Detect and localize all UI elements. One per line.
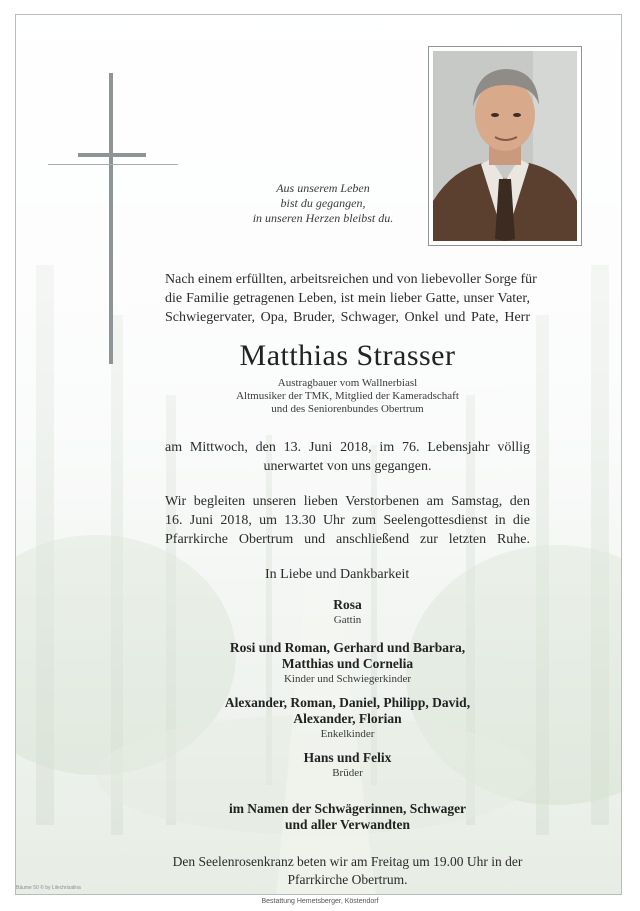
detail-line: Altmusiker der TMK, Mitglied der Kameradschaft [236, 390, 459, 402]
funeral-home-footer: Bestattung Hemetsberger, Köstendorf [261, 898, 379, 905]
mourner-group-grandchildren [170, 695, 525, 741]
mourner-names: Matthias und Cornelia [281, 656, 414, 671]
quote-line: Aus unserem Leben [276, 181, 370, 195]
death-line: unerwartet von uns gegangen. [263, 459, 432, 474]
mourner-role: Kinder und Schwiegerkinder [283, 673, 412, 685]
intro-line: Schwiegervater, Opa, Bruder, Schwager, Onkel und Pate, Herr [165, 310, 530, 325]
mourner-names: und aller Verwandten [284, 817, 411, 832]
deceased-name: Matthias Strasser [239, 339, 456, 372]
intro-line: Nach einem erfüllten, arbeitsreichen und von liebevoller Sorge für [165, 272, 537, 287]
funeral-paragraph [165, 492, 530, 549]
cross-horizontal-line [48, 164, 178, 165]
rosary-line: Den Seelenrosenkranz beten wir am Freitag um 19.00 Uhr in der [172, 854, 523, 869]
mourner-names: Hans und Felix [303, 750, 392, 765]
death-paragraph [165, 438, 530, 476]
mourners-heading: In Liebe und Dankbarkeit [265, 567, 410, 582]
intro-line: die Familie getragenen Leben, ist mein lieber Gatte, unser Vater, [165, 291, 530, 306]
funeral-line: Pfarrkirche Obertrum und anschließend zur letzten Ruhe. [165, 532, 530, 547]
deceased-details [200, 377, 495, 416]
mourner-group-brothers [170, 750, 525, 780]
mourner-names: Alexander, Roman, Daniel, Philipp, David, [224, 695, 471, 710]
funeral-line: Wir begleiten unseren lieben Verstorbenen am Samstag, den [165, 494, 530, 509]
quote-verse [228, 181, 418, 226]
rosary-line: Pfarrkirche Obertrum. [287, 872, 408, 887]
mourner-group-spouse [170, 597, 525, 627]
portrait-photo [428, 46, 582, 246]
intro-paragraph [165, 270, 537, 327]
mourner-group-children [170, 640, 525, 686]
cross-vertical-bar [109, 73, 113, 364]
mourner-names: Rosa [333, 597, 362, 612]
mourner-role: Brüder [332, 767, 363, 779]
image-credit: Bäume 50 © by Lilechrisalina [16, 885, 81, 891]
cross-horizontal-bar [78, 153, 146, 157]
detail-line: und des Seniorenbundes Obertrum [271, 403, 424, 415]
quote-line: in unseren Herzen bleibst du. [252, 211, 394, 225]
portrait-image [433, 51, 577, 241]
mourner-group-relatives [170, 801, 525, 833]
mourner-names: im Namen der Schwägerinnen, Schwager [228, 801, 467, 816]
mourner-role: Enkelkinder [320, 728, 375, 740]
funeral-line: 16. Juni 2018, um 13.30 Uhr zum Seelengottesdienst in die [165, 513, 530, 528]
mourner-names: Alexander, Florian [293, 711, 402, 726]
mourner-role: Gattin [333, 614, 362, 626]
rosary-notice [150, 853, 545, 889]
detail-line: Austragbauer vom Wallnerbiasl [277, 377, 418, 389]
quote-line: bist du gegangen, [280, 196, 366, 210]
death-line: am Mittwoch, den 13. Juni 2018, im 76. Lebensjahr völlig [165, 440, 530, 455]
mourner-names: Rosi und Roman, Gerhard und Barbara, [229, 640, 466, 655]
